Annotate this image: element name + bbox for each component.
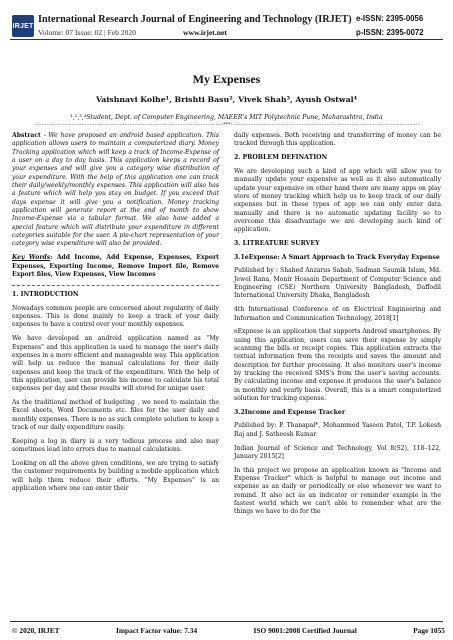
paper-affiliation: ¹,²,³,⁴Student, Dept. of Computer Engineering, MAEER's MIT Polytechnic Pune, Maharashtra, India: [70, 114, 383, 121]
keywords-text: : Add Income, Add Expense, Expenses, Export Expenses, Exporting Income, Remove Import file, Remove Export files, View Expenses, View Incomes: [12, 254, 219, 278]
keywords-label: Key Words: [12, 254, 51, 262]
page-footer: [12, 626, 445, 635]
literature-heading: 3. LITREATURE SURVEY: [234, 239, 320, 247]
publisher-text: Published by : Shahed Anzarus Sabab, Sadman Saumik Islam, Md. Jewel Rana, Monir Hossain Department of Computer Science and Engineering (CSE) Northern University Bangladesh, Daffodil International University Dhaka, Bangladesh: [234, 267, 441, 300]
journal-citation: Indian Journal of Science and Technology, Vol 8(S2), 118–122, January 2015[2]: [234, 444, 441, 460]
footer-impact: Impact Factor value: 7.34: [116, 626, 198, 635]
conference-text: 4th International Conference of on Electrical Engineering and Information and Communication Technology, 2018[1]: [234, 306, 441, 322]
abstract-rule: [12, 285, 219, 286]
publisher-text: Published by: P. Thanapal*, Mohammed Yaseen Patel, T.P. Lokesh Raj and J. Satheesh Kumar: [234, 422, 441, 438]
paper-authors: Vaishnavi Kolhe¹, Brishti Basu², Vivek Shah³, Ayush Ostwal⁴: [95, 95, 358, 104]
problem-heading: 2. PROBLEM DEFINATION: [234, 154, 328, 162]
journal-title: International Research Journal of Engineering and Technology (IRJET): [38, 14, 352, 25]
intro-paragraph: Keeping a log in diary is a very tedious process and also may sometimes lead into errors due to manual calculations.: [12, 437, 219, 454]
subsection-body: eExpnese is an application that supports Android smartphones. By using this application, users can save their expense by simply scanning the bills or receipt copies. This application extracts the textual information from the receipts and saves the amount and description for further processing. It also monitors user's income by tracking the received SMS's from the user's saving accounts. By calculating income and expense it produces the user's balance in monthly and yearly basis. Overall, this is a smart computerized solution for tracking expense.: [234, 328, 441, 403]
pissn: p-ISSN: 2395-0072: [356, 28, 424, 37]
footer-iso: ISO 9001:2008 Certified Journal: [253, 626, 357, 635]
eissn: e-ISSN: 2395-0056: [356, 14, 424, 23]
intro-paragraph: Looking on all the above given conditions, we are trying to satisfy the customer requirements by building a mobile application which will help them reduce their efforts. "My Expenses" is an application where one can enter their: [12, 459, 219, 492]
footer-page: Page 1055: [413, 626, 445, 635]
keywords: [12, 254, 219, 279]
abstract-label: Abstract: [12, 132, 41, 139]
footer-copyright: © 2020, IRJET: [12, 626, 60, 635]
subsection-heading: 3.2Income and Expense Tracker: [234, 408, 346, 416]
journal-volume: Volume: 07 Issue: 02 | Feb 2020: [38, 28, 136, 37]
intro-paragraph: Nowadays common people are concerned about regularity of daily expenses. This is done mainly to keep a track of your daily expenses to have a control over your monthly expenses.: [12, 304, 219, 329]
intro-heading: 1. INTRODUCTION: [12, 291, 79, 299]
header-rule: [10, 39, 443, 40]
irjet-logo: IRJET: [12, 15, 34, 37]
abstract: [12, 132, 219, 249]
journal-header: [0, 0, 453, 64]
intro-continuation: daily expenses. Both receiving and transferring of money can be tracked through this application.: [234, 132, 441, 148]
intro-paragraph: As the traditional method of budgeting , we need to maintain the Excel sheets, Word Documents etc. files for the user daily and monthly expenses. There is no as such complete solution to keep a track of our daily expenditure easily.: [12, 398, 219, 431]
subsection-body: In this project we propose an application known as "Income and Expense Tracker" which is helpful to manage out income and expense as an daily or periodically or else whenever we want to remind. It also act as an indicator or reminder example in the fastest world which we can't able to remember what are the things we have to do for the: [234, 466, 441, 516]
subsection-heading: 3.1eExpense: A Smart Approach to Track Everyday Expense: [234, 253, 440, 261]
right-column: [234, 132, 441, 522]
abstract-text: - We have proposed an android based application. This application allows users to maintain a computerized diary. Money Tracking application which will keep a track of Income-Expense of a user on a day to day basis. This application keeps a record of your expenses and will give you a category wise distribution of your expenditure. With the help of this application one can track their daily/weekly/monthly expenses. This application will also has a feature which will help you stay on budget. If you exceed that days expense it will give you a notification. Money tracking application will generate report at the end of month to show Income-Expense via a tabular format. We also have added a special feature which will distribute your expenditure in different categories suitable for the user. A pie-chart representation of your category wise expenditure will also be provided.: [12, 132, 219, 248]
paper-title: My Expenses: [192, 72, 261, 86]
intro-paragraph: We have developed an android application named as "My Expenses" and this application is used to manage the user's daily expenses in a more efficient and manageable way. This application will help us reduce the manual calculations for their daily expenses and keep the track of the expenditure. With the help of this application, user can provide his income to calculate his total expenses per day and these results will stored for unique user.: [12, 335, 219, 393]
left-column: [12, 132, 219, 499]
footer-rule: [10, 621, 443, 622]
problem-text: We are developing such a kind of app which will allow you to manually update your expensive as well as it also automatically update your expensive on other hand there are many apps on play store of money tracking which help us to keep track of our daily expenses but in these types of app we can only enter data manually and there is no automatic updating facility so to overcome this disadvantage we are developing such kind of application.: [234, 167, 441, 234]
journal-website[interactable]: www.irjet.net: [183, 28, 227, 37]
title-separator: ---------------------------------------------------------------------------***---------------------------------------------------------------------------: [33, 122, 420, 128]
